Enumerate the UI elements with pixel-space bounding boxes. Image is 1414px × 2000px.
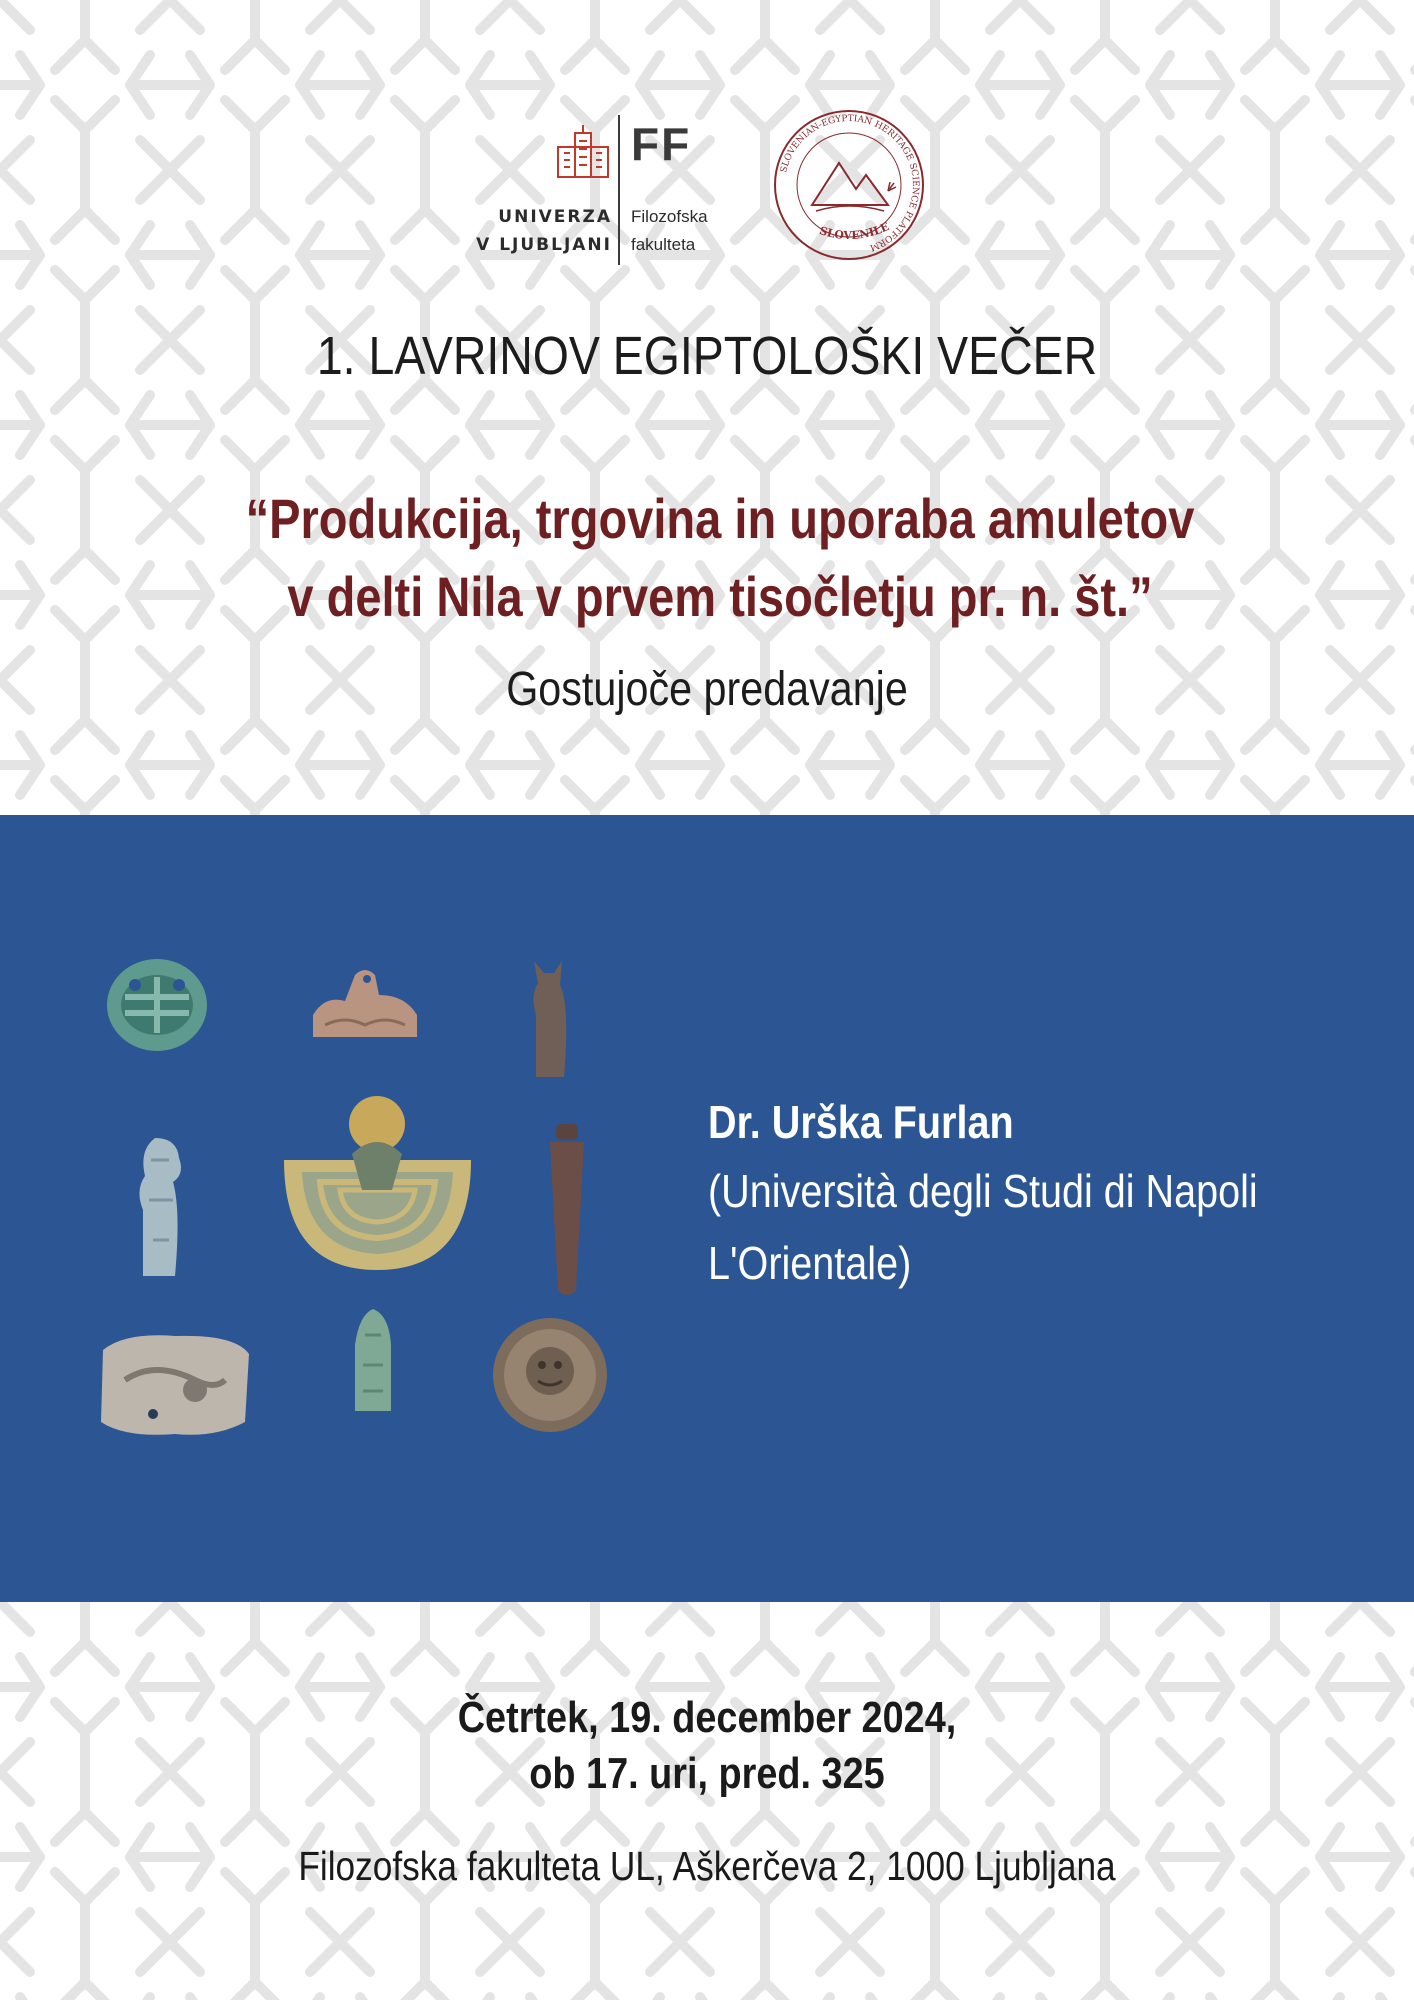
amulet-broad-collar (280, 1090, 475, 1275)
event-address: Filozofska fakulteta UL, Aškerčeva 2, 1000 Ljubljana (298, 1843, 1116, 1889)
speaker-affiliation (708, 1155, 1362, 1299)
amulet-cat (520, 955, 580, 1080)
logo-row (0, 105, 1414, 275)
event-time-room: ob 17. uri, pred. 325 (529, 1749, 885, 1798)
speaker-affiliation-line2: L'Orientale) (708, 1237, 912, 1289)
amulet-recumbent-animal (305, 965, 425, 1045)
university-name (476, 203, 612, 259)
speaker-name: Dr. Urška Furlan (708, 1096, 1014, 1148)
faculty-name-line1: Filozofska (631, 207, 708, 226)
amulet-deity-figure (125, 1130, 195, 1280)
amulet-papyrus-column (540, 1120, 595, 1300)
lecture-title-line2: v delti Nila v prvem tisočletju pr. n. št.” (287, 565, 1153, 628)
faculty-name (631, 203, 708, 259)
lecture-title-line1: “Produkcija, trgovina in uporaba amuletov (245, 487, 1195, 550)
ff-mark: FF (631, 118, 692, 170)
speaker-info (708, 1095, 1388, 1299)
lecture-type: Gostujoče predavanje (506, 663, 908, 716)
event-date: Četrtek, 19. december 2024, (457, 1693, 957, 1742)
heritage-platform-seal (772, 105, 927, 270)
amulet-bes-disc (490, 1315, 610, 1435)
seal-bottom-text: SLOVENILE (817, 219, 892, 243)
university-name-line2: V LJUBLJANI (476, 235, 612, 255)
building-icon (556, 123, 610, 179)
faculty-name-line2: fakulteta (631, 235, 696, 254)
amulet-wedjat-eye (95, 1330, 255, 1440)
university-name-line1: UNIVERZA (498, 207, 612, 227)
amulets-image (95, 955, 635, 1485)
speaker-band (0, 815, 1414, 1602)
logo-divider (618, 115, 620, 265)
speaker-affiliation-line1: (Università degli Studi di Napoli (708, 1165, 1258, 1217)
amulet-scarab (105, 955, 210, 1055)
seal-ring-text: SLOVENIAN-EGYPTIAN HERITAGE SCIENCE PLATFORM (779, 113, 921, 253)
amulet-small-figure (345, 1305, 400, 1415)
lecture-title (182, 480, 1257, 636)
event-datetime (99, 1690, 1315, 1802)
university-logo (476, 115, 730, 270)
event-title: 1. LAVRINOV EGIPTOLOŠKI VEČER (316, 326, 1098, 386)
